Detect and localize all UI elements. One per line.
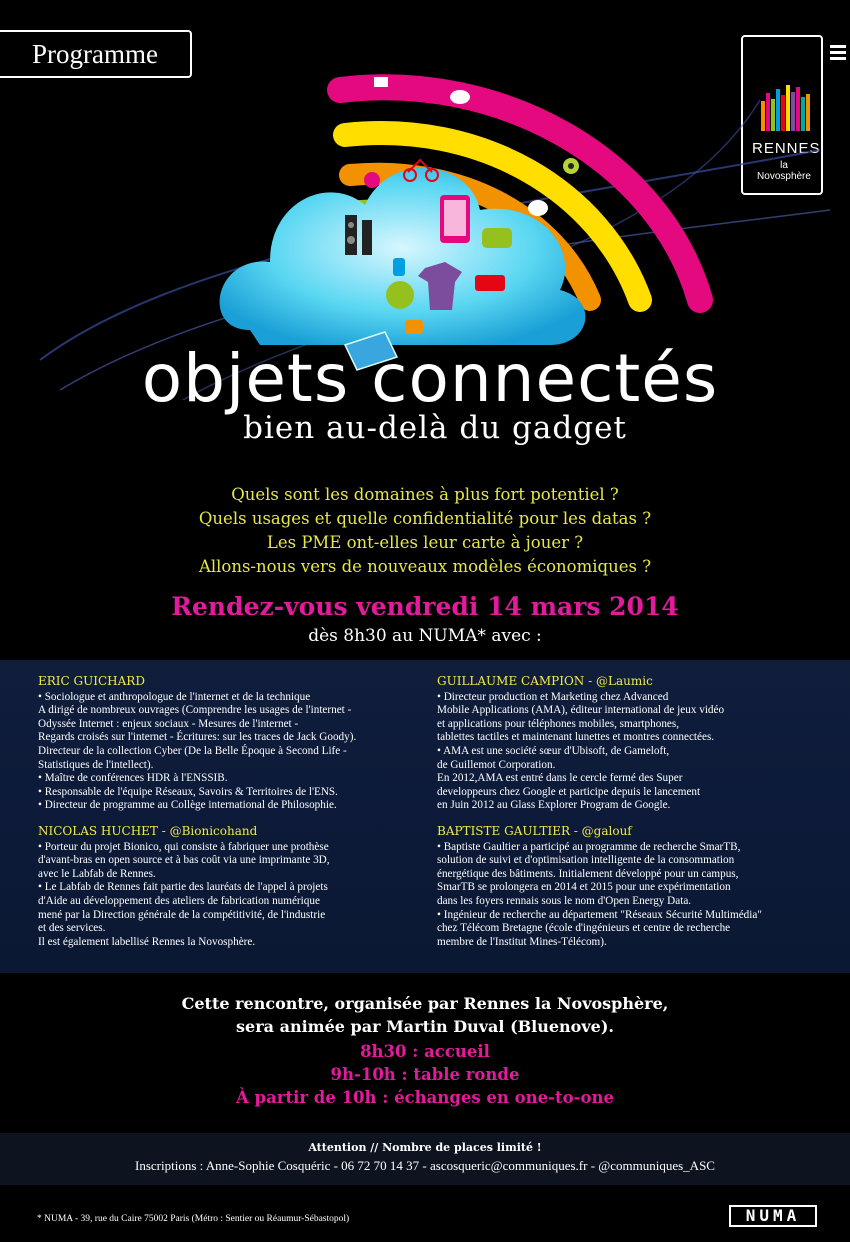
speaker-bio-line: membre de l'Institut Mines-Télécom).	[437, 935, 607, 948]
speaker-bio-line: en Juin 2012 au Glass Explorer Program de Google.	[437, 799, 671, 812]
speaker-bio-line: • Responsable de l'équipe Réseaux, Savoirs & Territoires de l'ENS.	[38, 785, 338, 798]
speaker-bio-line: • Directeur production et Marketing chez Advanced	[437, 690, 669, 703]
speaker-bio-line: tablettes tactiles et maintenant lunettes et montres connectées.	[437, 731, 715, 744]
speaker-name: NICOLAS HUCHET	[38, 823, 158, 838]
speaker-bio-line: Il est également labellisé Rennes la Novosphère.	[38, 935, 256, 948]
speaker-name-row	[38, 825, 423, 839]
venue-address: * NUMA - 39, rue du Caire 75002 Paris (Métro : Sentier ou Réaumur-Sébastopol)	[37, 1214, 350, 1224]
speaker-bio-line: • Ingénieur de recherche au département "Réseaux Sécurité Multimédia"	[437, 908, 762, 921]
organisation-line: sera animée par Martin Duval (Bluenove).	[236, 1017, 614, 1036]
speaker-bio-line: • Le Labfab de Rennes fait partie des lauréats de l'appel à projets	[38, 881, 328, 894]
speaker-bio-line: solution de suivi et d'optimisation intelligente de la consommation	[437, 854, 735, 867]
event-headline: Rendez-vous vendredi 14 mars 2014	[171, 592, 679, 621]
speaker-name: BAPTISTE GAULTIER	[437, 823, 570, 838]
speaker-baptiste-gaultier	[437, 825, 842, 949]
main-title: objets connectés	[141, 340, 719, 417]
speaker-name: ERIC GUICHARD	[38, 674, 145, 688]
speakers-panel	[0, 660, 850, 973]
logo-novosphere-text: la Novosphère	[757, 160, 811, 182]
speaker-bio-line: mené par la Direction générale de la compétitivité, de l'industrie	[38, 908, 326, 921]
speaker-twitter-handle[interactable]: - @galouf	[570, 823, 632, 838]
speaker-bio-line: Odyssée Internet : enjeux sociaux - Mesures de l'internet -	[38, 717, 299, 730]
question-item: Les PME ont-elles leur carte à jouer ?	[266, 533, 584, 552]
speaker-bio-line: SmarTB se prolongera en 2014 et 2015 pour une expérimentation	[437, 881, 731, 894]
speaker-bio-line: d'avant-bras en open source et à bas coût via une imprimante 3D,	[38, 854, 330, 867]
inscriptions-contact[interactable]: Inscriptions : Anne-Sophie Cosquéric - 06 72 70 14 37 - ascosqueric@communiques.fr - @communiques_ASC	[135, 1158, 715, 1173]
speaker-bio-line: • Sociologue et anthropologue de l'internet et de la technique	[38, 690, 311, 703]
programme-tab[interactable]: Programme	[0, 30, 192, 78]
logo-rennes-text: RENNES	[752, 140, 821, 157]
speaker-bio-line: chez Télécom Bretagne (école d'ingénieurs et centre de recherche	[437, 922, 731, 935]
speaker-bio-line: Regards croisés sur l'internet - Écritures: sur les traces de Jack Goody).	[38, 731, 357, 744]
questions-list	[100, 483, 750, 579]
schedule-item: À partir de 10h : échanges en one-to-one	[236, 1088, 614, 1107]
speakers-left-column	[38, 675, 423, 961]
speaker-bio-line: developpeurs chez Google et participe depuis le lancement	[437, 785, 701, 798]
speaker-bio-line: • Porteur du projet Bionico, qui consiste à fabriquer une prothèse	[38, 840, 329, 853]
schedule-list	[150, 1040, 700, 1109]
speaker-bio-line: • Directeur de programme au Collège international de Philosophie.	[38, 799, 337, 812]
speaker-twitter-handle[interactable]: - @Bionicohand	[157, 823, 258, 838]
organisation-line: Cette rencontre, organisée par Rennes la Novosphère,	[181, 994, 669, 1013]
speaker-nicolas-huchet	[38, 825, 423, 949]
speaker-guillaume-campion	[437, 675, 842, 813]
speaker-bio-line: Statistiques de l'intellect).	[38, 758, 154, 771]
speaker-name: GUILLAUME CAMPION	[437, 674, 585, 688]
speaker-bio-line: et des services.	[38, 922, 106, 935]
speaker-bio-line: de Guillemot Corporation.	[437, 758, 556, 771]
question-item: Quels usages et quelle confidentialité pour les datas ?	[198, 509, 652, 528]
speaker-bio-line: et applications pour téléphones mobiles, smartphones,	[437, 717, 680, 730]
attention-notice: Attention // Nombre de places limité !	[308, 1141, 542, 1154]
subtitle: bien au-delà du gadget	[243, 410, 627, 446]
question-item: Allons-nous vers de nouveaux modèles économiques ?	[198, 557, 652, 576]
speaker-bio-line: A dirigé de nombreux ouvrages (Comprendre les usages de l'internet -	[38, 704, 352, 717]
speaker-name-row	[437, 675, 842, 689]
speaker-bio-line: d'Aide au développement des ateliers de fabrication numérique	[38, 894, 320, 907]
schedule-item: 9h-10h : table ronde	[330, 1065, 520, 1084]
numa-logo: NUMA	[729, 1205, 817, 1227]
speaker-bio-line: Directeur de la collection Cyber (De la Belle Époque à Second Life -	[38, 744, 347, 757]
speaker-bio-line: En 2012,AMA est entré dans le cercle fermé des Super	[437, 772, 683, 785]
speakers-right-column	[437, 675, 842, 961]
event-subline: dès 8h30 au NUMA* avec :	[308, 626, 542, 646]
organisation-text	[100, 992, 750, 1038]
speaker-bio-line: énergétique des bâtiments. Initialement développé pour un campus,	[437, 867, 739, 880]
speaker-twitter-handle[interactable]: - @Laumic	[584, 674, 653, 688]
question-item: Quels sont les domaines à plus fort potentiel ?	[231, 485, 619, 504]
speaker-eric-guichard	[38, 675, 423, 813]
speaker-bio-line: dans les foyers rennais sous le nom d'Open Energy Data.	[437, 894, 692, 907]
speaker-bio-line: • Baptiste Gaultier a participé au programme de recherche SmarTB,	[437, 840, 741, 853]
speaker-name-row	[437, 825, 842, 839]
speaker-bio-line: avec le Labfab de Rennes.	[38, 867, 156, 880]
speaker-bio-line: • AMA est une société sœur d'Ubisoft, de Gameloft,	[437, 744, 670, 757]
speaker-bio-line: • Maître de conférences HDR à l'ENSSIB.	[38, 772, 228, 785]
speaker-bio-line: Mobile Applications (AMA), éditeur international de jeux vidéo	[437, 704, 725, 717]
schedule-item: 8h30 : accueil	[360, 1042, 490, 1061]
